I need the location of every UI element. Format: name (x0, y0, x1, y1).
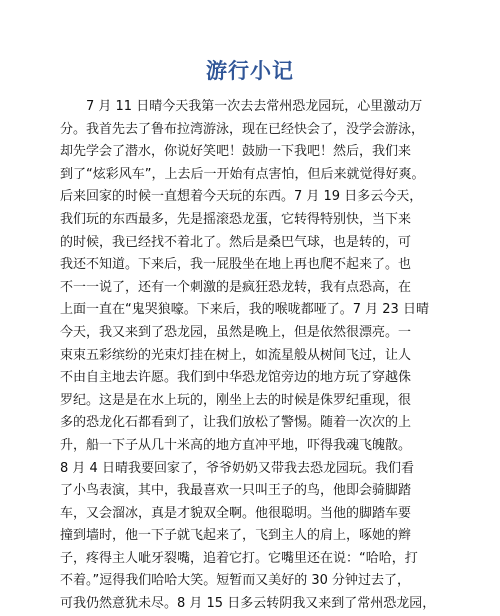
body-line: 的时候，我已经找不着北了。然后是桑巴气球，也是转的，可 (60, 234, 412, 250)
body-line: 撞到墙时，他一下子就飞起来了，飞到主人的肩上，啄她的辫 (60, 528, 412, 544)
body-line: 我们玩的东西最多，先是摇滚恐龙蛋，它转得特别快，当下来 (60, 211, 412, 227)
body-line: 了小鸟表演，其中，我最喜欢一只叫王子的鸟，他即会骑脚踏 (60, 483, 412, 499)
body-line: 8 月 4 日晴我要回家了，爷爷奶奶又带我去恐龙园玩。我们看 (60, 460, 414, 476)
body-line: 上面一直在“鬼哭狼嚎。下来后，我的喉咙都哑了。7 月 23 日晴 (60, 302, 429, 318)
body-line: 束束五彩缤纷的光束灯挂在树上，如流星般从树间飞过，让人 (60, 347, 412, 363)
body-line: 子，疼得主人呲牙裂嘴，追着它打。它嘴里还在说：“哈哈，打 (60, 550, 418, 566)
body-line: 今天，我又来到了恐龙园，虽然是晚上，但是依然很漂亮。一 (60, 324, 412, 340)
body-line: 车，又会溜冰，真是才貌双全啊。他很聪明。当他的脚踏车要 (60, 505, 412, 521)
document-body (60, 96, 448, 616)
body-line: 不由自主地去许愿。我们到中华恐龙馆旁边的地方玩了穿越侏 (60, 370, 412, 386)
body-line: 到了“炫彩风车”，上去后一开始有点害怕，但后来就觉得好爽。 (60, 166, 425, 182)
body-line: 分。我首先去了鲁布拉湾游泳，现在已经快会了，没学会游泳， (60, 121, 425, 137)
body-line: 却先学会了潜水，你说好笑吧！鼓励一下我吧！然后，我们来 (60, 144, 412, 160)
document-title: 游行小记 (206, 59, 294, 83)
body-line: 升，船一下子从几十米高的地方直冲平地，吓得我魂飞魄散。 (60, 437, 412, 453)
body-line: 7 月 11 日晴今天我第一次去去常州恐龙园玩，心里激动万 (60, 99, 423, 114)
body-line: 不一一说了，还有一个刺激的是疯狂恐龙转，我有点恐高，在 (60, 279, 412, 295)
body-line: 不着。”逗得我们哈哈大笑。短暂而又美好的 30 分钟过去了， (60, 573, 411, 589)
body-line: 可我仍然意犹未尽。8 月 15 日多云转阴我又来到了常州恐龙园， (60, 596, 436, 612)
body-line: 后来回家的时候一直想着今天玩的东西。7 月 19 日多云今天， (60, 189, 423, 205)
body-line: 我还不知道。下来后，我一屁股坐在地上再也爬不起来了。也 (60, 257, 412, 273)
body-line: 多的恐龙化石都看到了，让我们放松了警惕。随着一次次的上 (60, 415, 412, 431)
body-line: 罗纪。这是是在水上玩的，刚坐上去的时候是侏罗纪重现，很 (60, 392, 412, 408)
